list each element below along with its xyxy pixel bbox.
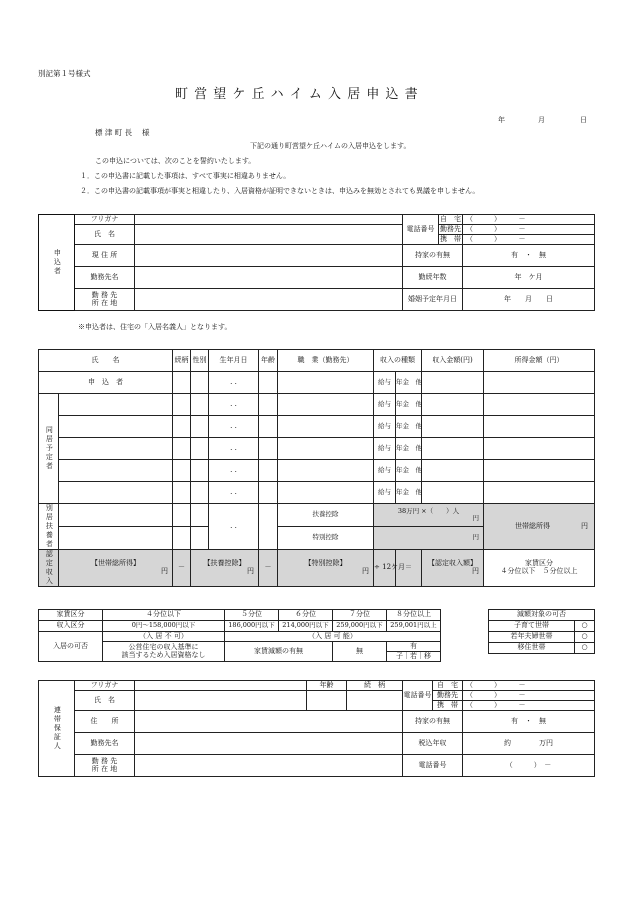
dob-cell[interactable]: . . [209, 504, 259, 550]
name-label: 氏 名 [75, 225, 135, 245]
age-cell[interactable] [259, 438, 278, 460]
form-label: 別記第１号様式 [38, 69, 91, 78]
furigana-label: フリガナ [75, 215, 135, 225]
applicant-side-label: 申込者 [39, 215, 75, 311]
job-cell[interactable] [278, 416, 374, 438]
fuyou-label: 扶養控除 [278, 504, 374, 527]
age-cell[interactable] [259, 394, 278, 416]
income-kind-cell[interactable]: 給与 [374, 438, 396, 460]
page-title: 町 営 望 ケ 丘 ハ イ ム 入 居 申 込 書 [175, 87, 419, 102]
phone-work-label: 勤務先 [440, 224, 461, 233]
dob-cell[interactable]: . . [209, 482, 259, 504]
g-phone2-value[interactable]: （ ） － [463, 755, 595, 777]
nintei-label: 認定収入 [39, 550, 59, 587]
name-cell[interactable] [59, 504, 173, 527]
table-row [39, 482, 595, 504]
earnings-cell[interactable] [484, 372, 595, 394]
dob-cell[interactable]: . . [209, 416, 259, 438]
job-cell[interactable] [278, 372, 374, 394]
calc-fuyou[interactable]: 【扶養控除】 円 [191, 550, 259, 587]
own-house-label: 持家の有無 [403, 245, 463, 267]
date-month: 月 [538, 116, 545, 124]
job-cell[interactable] [278, 460, 374, 482]
calc-total[interactable]: 【世帯総所得】 円 [59, 550, 173, 587]
income-cell[interactable] [422, 416, 484, 438]
own-house-value[interactable]: 有 ・ 無 [463, 245, 595, 267]
rent-class-cell[interactable]: 家賃区分 ４分位以下 ５分位以上 [484, 550, 595, 587]
col-age: 年齢 [259, 350, 278, 372]
reduction-header: 減額対象の可否 [489, 610, 595, 621]
income-kind-cell[interactable]: 年金 他 [396, 394, 422, 416]
col-relation: 続柄 [173, 350, 191, 372]
pledge-text: この申込については、次のことを誓約いたします。 [95, 157, 256, 165]
rent-cell: 259,000円以下 [333, 621, 387, 632]
years-label: 勤続年数 [403, 267, 463, 289]
g-name-label: 氏 名 [75, 691, 135, 711]
dob-cell[interactable]: . . [209, 438, 259, 460]
g-furigana-input[interactable] [135, 681, 307, 691]
earnings-cell[interactable] [484, 482, 595, 504]
separate-label: 別居扶養者 [39, 504, 59, 550]
g-phone-home-input[interactable]: （ ） － [463, 681, 595, 691]
earnings-cell[interactable] [484, 438, 595, 460]
g-relation-input[interactable] [347, 691, 403, 711]
phone-home-input[interactable]: （ ） － [463, 215, 595, 225]
reduction-table [488, 609, 595, 654]
lead-text: 下記の通り町営望ケ丘ハイムの入居申込をします。 [250, 142, 411, 150]
g-phone-label: 電話番号 [403, 681, 433, 711]
reduction-row: 若年夫婦世帯 [489, 632, 575, 643]
col-sex: 性別 [191, 350, 209, 372]
table-row [39, 394, 595, 416]
age-cell[interactable] [259, 504, 278, 550]
sex-cell[interactable] [191, 394, 209, 416]
name-input[interactable] [135, 225, 403, 245]
col-dob: 生年月日 [209, 350, 259, 372]
table-row [39, 550, 595, 587]
g-phone-home-label: 自 宅 [433, 681, 463, 691]
reduction-mark[interactable]: ○ [575, 621, 595, 632]
g-furigana-label: フリガナ [75, 681, 135, 691]
sex-cell[interactable] [191, 438, 209, 460]
rent-cell: ４分位以下 [103, 610, 225, 621]
table-row [39, 416, 595, 438]
not-ok-label: （入 居 不 可） [103, 632, 225, 642]
work-address-input[interactable] [135, 289, 403, 311]
name-cell[interactable] [59, 460, 173, 482]
g-phone-mobile-label: 携 帯 [433, 701, 463, 711]
rent-cell: ５分位 [225, 610, 279, 621]
marriage-value[interactable]: 年 月 日 [463, 289, 595, 311]
income-kind-cell[interactable]: 年金 他 [396, 416, 422, 438]
g-work-address-input[interactable] [135, 755, 403, 777]
dob-cell[interactable]: . . [209, 460, 259, 482]
col-earnings: 所得金額（円） [484, 350, 595, 372]
applicant-row-label: 申 込 者 [39, 372, 173, 394]
reduction-row: 子育て世帯 [489, 621, 575, 632]
income-kind-cell[interactable]: 給与 [374, 416, 396, 438]
guarantor-side-label: 連帯保証人 [39, 681, 75, 777]
rent-cell: ８分位以上 [387, 610, 441, 621]
name-cell[interactable] [59, 438, 173, 460]
g-age-label: 年齢 [307, 681, 347, 691]
g-phone2-label: 電話番号 [403, 755, 463, 777]
income-kind-cell[interactable]: 年金 他 [396, 460, 422, 482]
phone-mobile-label: 携 帯 [440, 234, 461, 243]
rent-cell: ７分位 [333, 610, 387, 621]
work-address-label: 勤 務 先 所 在 地 [75, 289, 135, 311]
income-kind-cell[interactable]: 給与 [374, 460, 396, 482]
kind-cell[interactable]: 子｜若｜移 [387, 652, 441, 662]
job-cell[interactable] [278, 438, 374, 460]
cohabit-label: 同居予定者 [39, 394, 59, 504]
income-cell[interactable] [422, 460, 484, 482]
earnings-cell[interactable] [484, 394, 595, 416]
col-name: 氏 名 [39, 350, 173, 372]
tokubetsu-calc[interactable]: 円 [374, 527, 484, 550]
pledge-item: ２．この申込書の記載事項が事実と相違したり、入居資格が証明できないときは、申込みを無効とされても異議を申しません。 [80, 187, 480, 195]
g-phone-work-label: 勤務先 [433, 691, 463, 701]
income-cell[interactable] [422, 394, 484, 416]
relation-cell[interactable] [173, 372, 191, 394]
minus-sign: － [173, 550, 191, 587]
income-kind-cell[interactable]: 給与 [374, 372, 396, 394]
eq-sign: ＝ [396, 550, 422, 587]
job-cell[interactable] [278, 394, 374, 416]
g-phone-mobile-input[interactable]: （ ） － [463, 701, 595, 711]
note: ※申込者は、住宅の「入居名義人」となります。 [78, 323, 232, 331]
yu-cell[interactable]: 有 [387, 642, 441, 652]
relation-cell[interactable] [173, 460, 191, 482]
reduction-row: 移住世帯 [489, 643, 575, 654]
minus-sign: － [259, 550, 278, 587]
job-cell[interactable] [278, 482, 374, 504]
name-cell[interactable] [59, 482, 173, 504]
relation-cell[interactable] [173, 482, 191, 504]
furigana-input[interactable] [135, 215, 403, 225]
phone-label: 電話番号 [403, 215, 439, 245]
g-own-house-label: 持家の有無 [403, 711, 463, 733]
sex-cell[interactable] [191, 482, 209, 504]
rent-cell: ６分位 [279, 610, 333, 621]
age-cell[interactable] [259, 482, 278, 504]
g-own-house-value[interactable]: 有 ・ 無 [463, 711, 595, 733]
applicant-table [38, 214, 595, 311]
relation-cell[interactable] [173, 438, 191, 460]
calc-tokubetsu[interactable]: 【特別控除】 円 [278, 550, 374, 587]
rent-cell: 186,000円以下 [225, 621, 279, 632]
not-ok-desc: 公営住宅の収入基準に 該当するため入居資格なし [103, 642, 225, 662]
rent-table [38, 609, 441, 662]
reduction-mark[interactable]: ○ [575, 632, 595, 643]
name-cell[interactable] [59, 527, 173, 550]
income-cell[interactable] [422, 438, 484, 460]
income-cell[interactable] [422, 372, 484, 394]
dob-cell[interactable]: . . [209, 394, 259, 416]
relation-cell[interactable] [173, 394, 191, 416]
name-cell[interactable] [59, 394, 173, 416]
g-age-input[interactable] [307, 691, 347, 711]
years-value[interactable]: 年 ケ月 [463, 267, 595, 289]
div-sign: ÷ 12ケ月 [374, 550, 396, 587]
relation-cell[interactable] [173, 504, 191, 527]
table-row [39, 372, 595, 394]
addressee: 標 津 町 長 様 [95, 128, 150, 137]
household-total-cell: 世帯総所得 円 [484, 504, 595, 550]
rent-cell: 214,000円以下 [279, 621, 333, 632]
g-address-label: 住 所 [75, 711, 135, 733]
tokubetsu-label: 特別控除 [278, 527, 374, 550]
col-income: 収入金額(円) [422, 350, 484, 372]
g-phone-work-input[interactable]: （ ） － [463, 691, 595, 701]
g-workplace-input[interactable] [135, 733, 403, 755]
earnings-cell[interactable] [484, 416, 595, 438]
calc-nintei[interactable]: 【認定収入額】 円 [422, 550, 484, 587]
relation-cell[interactable] [173, 416, 191, 438]
phone-work-input[interactable]: （ ） － [463, 225, 595, 235]
income-kind-cell[interactable]: 年金 他 [396, 482, 422, 504]
ok-label: （入 居 可 能） [225, 632, 441, 642]
dob-cell[interactable]: . . [209, 372, 259, 394]
col-income-kind: 収入の種類 [374, 350, 422, 372]
name-cell[interactable] [59, 416, 173, 438]
rent-cell: 0円～158,000円以下 [103, 621, 225, 632]
income-kind-cell[interactable]: 年金 他 [396, 438, 422, 460]
income-kind-cell[interactable]: 年金 他 [396, 372, 422, 394]
g-relation-label: 続 柄 [347, 681, 403, 691]
relation-cell[interactable] [173, 527, 191, 550]
rent-cell: 収入区分 [39, 621, 103, 632]
age-cell[interactable] [259, 372, 278, 394]
address-label: 現 住 所 [75, 245, 135, 267]
address-input[interactable] [135, 245, 403, 267]
income-kind-cell[interactable]: 給与 [374, 482, 396, 504]
mu-cell[interactable]: 無 [333, 642, 387, 662]
income-kind-cell[interactable]: 給与 [374, 394, 396, 416]
age-cell[interactable] [259, 416, 278, 438]
workplace-label: 勤務先名 [75, 267, 135, 289]
rent-cell: 家賃区分 [39, 610, 103, 621]
date-year: 年 [498, 116, 505, 124]
phone-mobile-input[interactable]: （ ） － [463, 235, 595, 245]
rent-cell: 259,001円以上 [387, 621, 441, 632]
col-job: 職 業（勤務先） [278, 350, 374, 372]
marriage-label: 婚姻予定年月日 [403, 289, 463, 311]
sex-cell[interactable] [191, 460, 209, 482]
g-work-address-label: 勤 務 先 所 在 地 [75, 755, 135, 777]
sex-cell[interactable] [191, 527, 209, 550]
household-table [38, 349, 595, 587]
g-workplace-label: 勤務先名 [75, 733, 135, 755]
g-name-input[interactable] [135, 691, 307, 711]
sex-cell[interactable] [191, 372, 209, 394]
table-row [39, 504, 595, 527]
sex-cell[interactable] [191, 416, 209, 438]
earnings-cell[interactable] [484, 460, 595, 482]
reduction-label: 家賃減額の有無 [225, 642, 333, 662]
workplace-input[interactable] [135, 267, 403, 289]
age-cell[interactable] [259, 460, 278, 482]
table-row [39, 460, 595, 482]
pledge-item: １．この申込書に記載した事項は、すべて事実に相違ありません。 [80, 172, 291, 180]
date-day: 日 [580, 116, 587, 124]
sex-cell[interactable] [191, 504, 209, 527]
g-tax-value[interactable]: 約 万円 [463, 733, 595, 755]
income-cell[interactable] [422, 482, 484, 504]
fuyou-calc[interactable]: 38万円 ×（ ）人 円 [374, 504, 484, 527]
admission-label: 入居の可否 [39, 632, 103, 662]
g-address-input[interactable] [135, 711, 403, 733]
guarantor-table [38, 680, 595, 777]
g-tax-label: 税込年収 [403, 733, 463, 755]
table-row [39, 438, 595, 460]
reduction-mark[interactable]: ○ [575, 643, 595, 654]
phone-home-label: 自 宅 [440, 214, 461, 223]
